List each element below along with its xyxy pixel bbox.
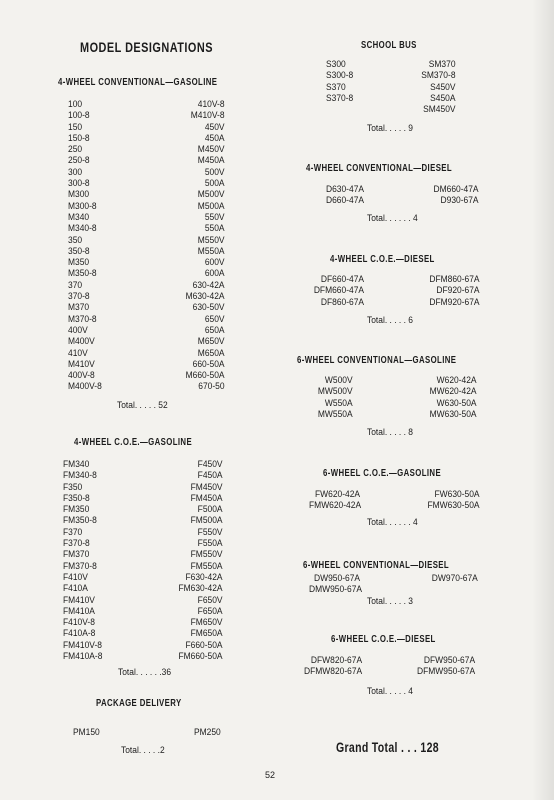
model-designation: F450A: [197, 470, 223, 482]
model-designation: 350: [68, 234, 83, 246]
model-list-conv-gas-left: [68, 99, 102, 393]
model-designation: F350: [63, 481, 83, 493]
model-designation: M660-50A: [185, 370, 225, 382]
model-list-conv-diesel-left: [326, 184, 364, 207]
model-designation: M650A: [197, 347, 225, 359]
model-designation: F410A: [63, 583, 88, 595]
total-six-coe-gas: Total. . . . . . 4: [367, 517, 418, 528]
model-designation: 250: [68, 144, 83, 156]
model-designation: 600A: [204, 268, 225, 280]
model-designation: 600V: [204, 257, 225, 269]
model-designation: 500A: [204, 178, 225, 190]
model-designation: FM410V: [63, 594, 95, 606]
section-heading-conv-gas: 4-WHEEL CONVENTIONAL—GASOLINE: [58, 77, 218, 88]
section-heading-coe-diesel: 4-WHEEL C.O.E.—DIESEL: [330, 254, 435, 265]
model-list-six-conv-gas-right: [422, 375, 477, 420]
model-designation: F660-50A: [185, 639, 223, 651]
model-designation: M300: [68, 189, 90, 201]
model-list-six-conv-diesel-left: [309, 573, 363, 596]
model-designation: 550V: [204, 211, 225, 223]
total-six-coe-diesel: Total. . . . . 4: [367, 686, 413, 697]
model-designation: FM350: [63, 504, 90, 516]
page-number: 52: [265, 770, 276, 780]
model-designation: FW620-42A: [314, 489, 361, 500]
model-designation: M450V: [197, 144, 225, 156]
model-designation: 150-8: [68, 132, 90, 144]
total-coe-gas: Total. . . . . .36: [118, 667, 172, 678]
model-designation: M370: [68, 302, 90, 314]
model-designation: M650V: [197, 336, 225, 348]
model-designation: DF920-67A: [436, 285, 480, 297]
model-designation: SM450V: [423, 104, 456, 116]
model-designation: 300: [68, 166, 83, 178]
model-designation: FM650V: [190, 617, 223, 629]
section-heading-conv-diesel: 4-WHEEL CONVENTIONAL—DIESEL: [306, 163, 453, 174]
model-list-coe-diesel-right: [425, 274, 480, 308]
model-designation: FM350-8: [63, 515, 97, 527]
model-designation: FM550V: [190, 549, 223, 561]
model-designation: F410V-8: [63, 617, 95, 629]
model-designation: S300-8: [326, 70, 354, 82]
model-list-six-conv-diesel-right: [425, 573, 478, 584]
model-designation: M340: [68, 211, 90, 223]
model-designation: M370-8: [68, 313, 97, 325]
model-designation: DW950-67A: [314, 573, 361, 584]
model-designation: FM370-8: [63, 560, 97, 572]
model-designation: DF660-47A: [320, 274, 365, 285]
model-designation: 150: [68, 121, 83, 133]
model-designation: DFMW820-67A: [304, 666, 363, 678]
total-school-bus: Total. . . . . 9: [367, 123, 413, 134]
model-designation: 450V: [204, 121, 225, 133]
page-title: MODEL DESIGNATIONS: [80, 39, 214, 55]
model-designation: D930-67A: [440, 195, 479, 207]
model-designation: 630-50V: [192, 302, 225, 314]
model-designation: FW630-50A: [434, 489, 480, 500]
model-list-package-left: [73, 727, 100, 738]
model-designation: M350: [68, 257, 90, 269]
model-designation: S370: [326, 81, 346, 93]
model-designation: 550A: [204, 223, 225, 235]
model-designation: M410V: [68, 358, 95, 370]
model-designation: 410V: [68, 347, 88, 359]
model-designation: F350-8: [63, 492, 90, 504]
total-conv-gas: Total. . . . . 52: [117, 400, 168, 411]
model-designation: F370: [63, 526, 83, 538]
model-designation: DMW950-67A: [309, 584, 363, 596]
model-designation: DFM920-67A: [429, 296, 480, 308]
model-designation: M500A: [197, 200, 225, 212]
model-designation: FM340-8: [63, 470, 97, 482]
model-designation: PM250: [194, 727, 221, 738]
model-designation: DF860-67A: [320, 296, 365, 308]
model-designation: W630-50A: [436, 397, 477, 409]
model-designation: FM650A: [190, 628, 223, 640]
model-designation: DFM660-47A: [313, 285, 365, 297]
model-designation: 660-50A: [192, 358, 225, 370]
model-designation: F370-8: [63, 538, 90, 550]
model-designation: S450V: [430, 81, 456, 93]
model-designation: F650A: [197, 605, 223, 617]
model-designation: MW630-50A: [429, 408, 477, 420]
model-designation: W620-42A: [436, 375, 477, 386]
model-list-school-bus-right: [408, 59, 456, 115]
model-designation: MW620-42A: [429, 386, 477, 398]
model-designation: 370: [68, 279, 83, 291]
model-designation: S450A: [430, 92, 456, 104]
model-list-six-conv-gas-left: [313, 375, 353, 420]
model-list-six-coe-diesel-right: [417, 655, 475, 678]
total-six-conv-diesel: Total. . . . . 3: [367, 596, 413, 607]
model-list-package-right: [194, 727, 221, 738]
model-designation: D660-47A: [326, 195, 365, 207]
model-designation: M550V: [197, 234, 225, 246]
model-list-coe-diesel-left: [313, 274, 364, 308]
model-designation: DM660-47A: [433, 184, 479, 195]
total-coe-diesel: Total. . . . . 6: [367, 315, 413, 326]
model-designation: 100-8: [68, 110, 90, 122]
model-designation: FMW620-42A: [309, 500, 362, 512]
model-designation: 410V-8: [197, 99, 225, 110]
model-designation: F550V: [197, 526, 223, 538]
model-list-school-bus-left: [326, 59, 353, 104]
model-designation: 650A: [204, 324, 225, 336]
model-designation: 350-8: [68, 245, 90, 257]
model-designation: FM410A-8: [63, 651, 103, 663]
model-designation: F500A: [197, 504, 223, 516]
model-designation: M400V-8: [68, 381, 102, 393]
model-designation: M410V-8: [190, 110, 225, 122]
model-designation: SM370: [428, 59, 456, 70]
model-designation: 250-8: [68, 155, 90, 167]
model-designation: 100: [68, 99, 83, 110]
model-designation: FM500A: [190, 515, 223, 527]
total-six-conv-gas: Total. . . . . 8: [367, 427, 413, 438]
model-designation: FM660-50A: [178, 651, 223, 663]
model-designation: 300-8: [68, 178, 90, 190]
model-designation: 450A: [204, 132, 225, 144]
model-designation: M500V: [197, 189, 225, 201]
model-designation: S300: [326, 59, 346, 70]
model-designation: W550A: [324, 397, 353, 409]
model-designation: 400V: [68, 324, 88, 336]
model-list-six-coe-gas-right: [425, 489, 480, 512]
section-heading-six-coe-gas: 6-WHEEL C.O.E.—GASOLINE: [323, 468, 442, 479]
section-heading-package-delivery: PACKAGE DELIVERY: [96, 698, 182, 709]
section-heading-six-conv-gas: 6-WHEEL CONVENTIONAL—GASOLINE: [297, 355, 457, 366]
model-designation: 650V: [204, 313, 225, 325]
model-designation: DFW950-67A: [423, 655, 476, 666]
model-designation: DFMW950-67A: [417, 666, 476, 678]
model-designation: DW970-67A: [431, 573, 478, 584]
model-designation: F450V: [197, 459, 223, 470]
model-list-conv-diesel-right: [424, 184, 479, 207]
model-designation: M630-42A: [185, 291, 225, 303]
page-edge-shadow: [532, 0, 554, 800]
model-designation: M300-8: [68, 200, 97, 212]
model-designation: 400V-8: [68, 370, 95, 382]
section-heading-six-conv-diesel: 6-WHEEL CONVENTIONAL—DIESEL: [303, 560, 450, 571]
model-list-conv-gas-right: [170, 99, 225, 393]
model-designation: 630-42A: [192, 279, 225, 291]
model-designation: F650V: [197, 594, 223, 606]
model-designation: M350-8: [68, 268, 97, 280]
model-designation: FM550A: [190, 560, 223, 572]
model-designation: M340-8: [68, 223, 97, 235]
model-designation: F550A: [197, 538, 223, 550]
model-designation: W500V: [324, 375, 353, 386]
model-designation: F410A-8: [63, 628, 96, 640]
model-designation: M550A: [197, 245, 225, 257]
model-designation: FMW630-50A: [427, 500, 480, 512]
model-list-six-coe-diesel-left: [304, 655, 362, 678]
model-list-coe-gas-left: [63, 459, 102, 662]
model-designation: D630-47A: [326, 184, 365, 195]
total-package-delivery: Total. . . . .2: [121, 745, 165, 756]
section-heading-six-coe-diesel: 6-WHEEL C.O.E.—DIESEL: [331, 634, 436, 645]
model-designation: 670-50: [198, 381, 225, 393]
model-designation: DFW820-67A: [310, 655, 363, 666]
model-designation: F410V: [63, 571, 88, 583]
model-designation: FM410V-8: [63, 639, 102, 651]
section-heading-coe-gas: 4-WHEEL C.O.E.—GASOLINE: [74, 437, 193, 448]
model-designation: FM450A: [190, 492, 223, 504]
model-designation: F630-42A: [185, 571, 223, 583]
model-list-six-coe-gas-left: [309, 489, 360, 512]
model-designation: M450A: [197, 155, 225, 167]
model-designation: DFM860-67A: [429, 274, 480, 285]
model-designation: 370-8: [68, 291, 90, 303]
grand-total: Grand Total . . . 128: [336, 740, 439, 755]
model-designation: FM410A: [63, 605, 95, 617]
model-designation: SM370-8: [421, 70, 456, 82]
model-designation: 500V: [204, 166, 225, 178]
model-list-coe-gas-right: [168, 459, 223, 662]
model-designation: FM630-42A: [178, 583, 223, 595]
model-designation: S370-8: [326, 92, 354, 104]
model-designation: MW550A: [317, 408, 353, 420]
model-designation: MW500V: [317, 386, 353, 398]
model-designation: M400V: [68, 336, 95, 348]
section-heading-school-bus: SCHOOL BUS: [361, 40, 417, 51]
model-designation: FM340: [63, 459, 90, 470]
model-designation: FM370: [63, 549, 90, 561]
model-designation: PM150: [73, 727, 100, 738]
total-conv-diesel: Total. . . . . . 4: [367, 213, 418, 224]
model-designation: FM450V: [190, 481, 223, 493]
